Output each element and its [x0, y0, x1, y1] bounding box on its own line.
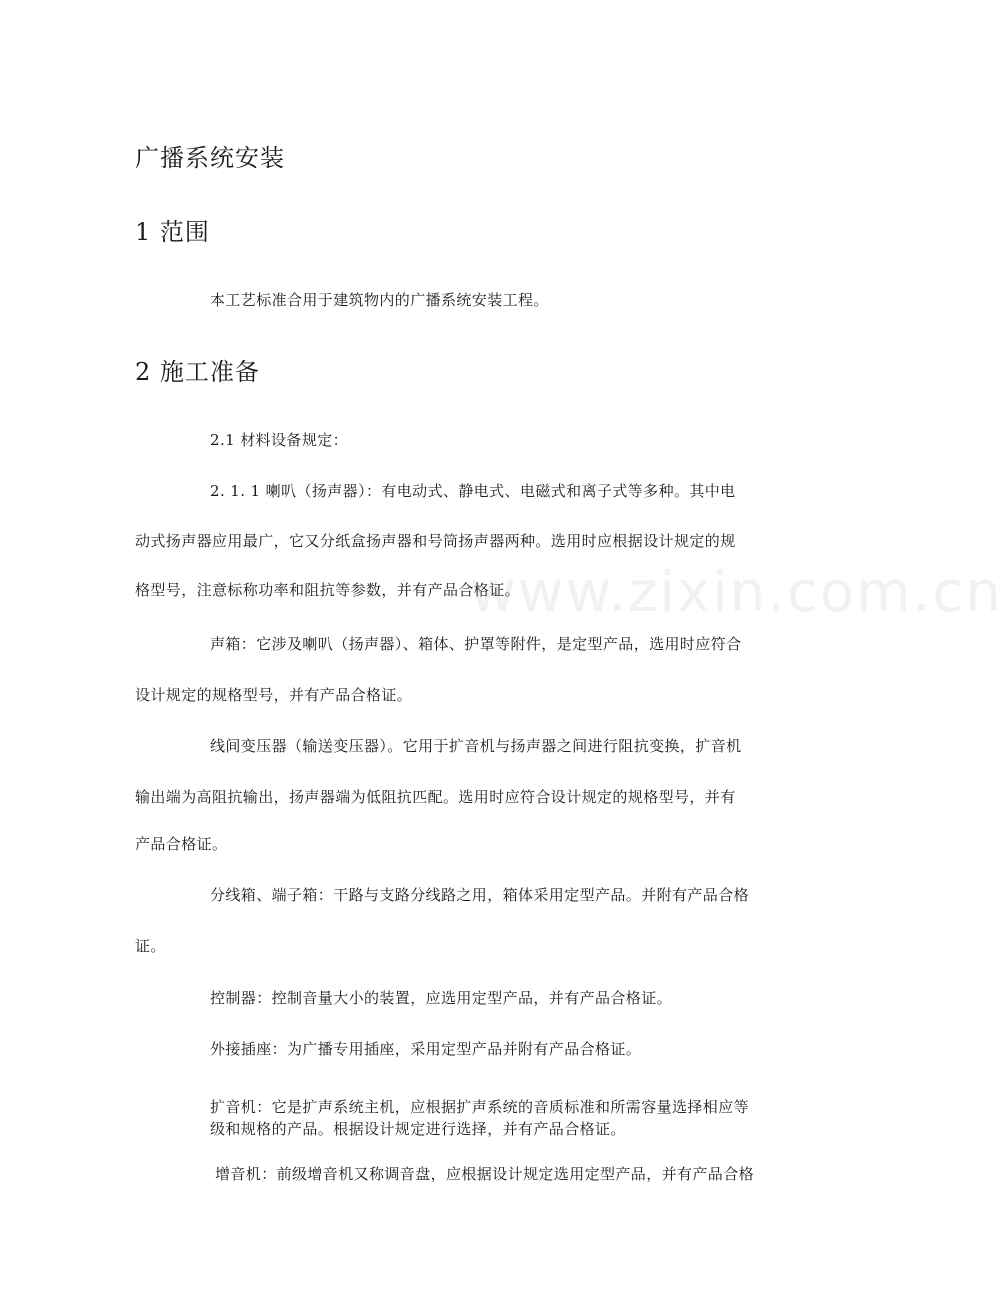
junction-box-paragraph-line: 证。 [135, 937, 166, 955]
transformer-paragraph-line: 产品合格证。 [135, 835, 228, 853]
speaker-box-paragraph-line: 声箱：它涉及喇叭（扬声器）、箱体、护罩等附件，是定型产品，选用时应符合 [210, 635, 742, 653]
speaker-paragraph-line: 2. 1. 1 喇叭（扬声器）：有电动式、静电式、电磁式和离子式等多种。其中电 [210, 482, 736, 500]
transformer-paragraph-line: 线间变压器（输送变压器）。它用于扩音机与扬声器之间进行阻抗变换，扩音机 [210, 737, 742, 755]
transformer-paragraph-line: 输出端为高阻抗输出，扬声器端为低阻抗匹配。选用时应符合设计规定的规格型号，并有 [135, 788, 736, 806]
section-heading-scope: 1 范围 [135, 218, 210, 246]
scope-paragraph: 本工艺标准合用于建筑物内的广播系统安装工程。 [210, 291, 549, 309]
amplifier-paragraph-line: 级和规格的产品。根据设计规定进行选择，并有产品合格证。 [210, 1120, 626, 1138]
subsection-heading-materials: 2.1 材料设备规定： [210, 431, 349, 449]
controller-paragraph: 控制器：控制音量大小的装置，应选用定型产品，并有产品合格证。 [210, 989, 673, 1007]
speaker-paragraph-line: 动式扬声器应用最广，它又分纸盒扬声器和号筒扬声器两种。选用时应根据设计规定的规 [135, 532, 736, 550]
speaker-paragraph-line: 格型号，注意标称功率和阻抗等参数，并有产品合格证。 [135, 581, 521, 599]
junction-box-paragraph-line: 分线箱、端子箱：干路与支路分线路之用，箱体采用定型产品。并附有产品合格 [210, 886, 750, 904]
socket-paragraph: 外接插座：为广播专用插座，采用定型产品并附有产品合格证。 [210, 1040, 642, 1058]
watermark: www.zixin.com.cn [470, 560, 1003, 625]
speaker-box-paragraph-line: 设计规定的规格型号，并有产品合格证。 [135, 686, 413, 704]
booster-paragraph-line: 增音机：前级增音机又称调音盘，应根据设计规定选用定型产品，并有产品合格 [215, 1165, 755, 1183]
document-title: 广播系统安装 [135, 144, 285, 172]
amplifier-paragraph-line: 扩音机：它是扩声系统主机，应根据扩声系统的音质标准和所需容量选择相应等 [210, 1098, 750, 1116]
section-heading-prep: 2 施工准备 [135, 358, 260, 386]
